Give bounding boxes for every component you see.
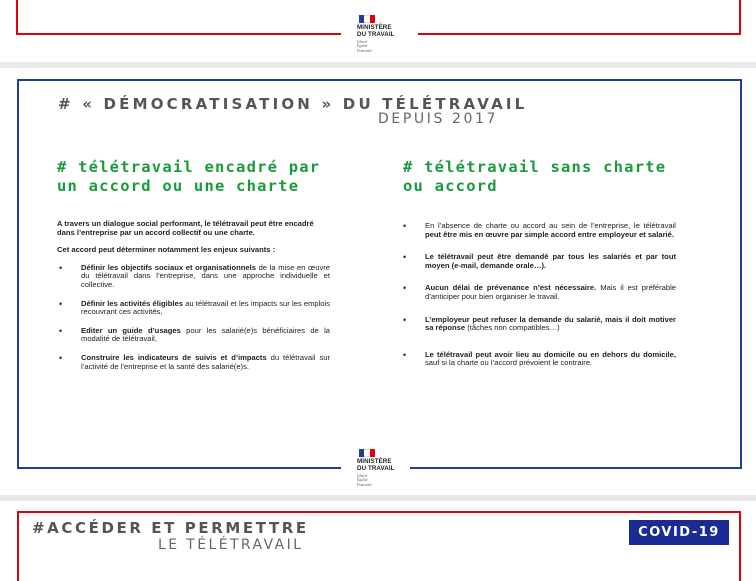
item-bold: Aucun délai de prévenance n’est nécessaire. (425, 283, 597, 293)
item-text: sauf si la charte ou l’accord prévoient le contraire. (425, 358, 593, 368)
list-item (57, 300, 330, 317)
left-intro: A travers un dialogue social performant, le télétravail peut être encadré dans l’entreprise par un accord collectif ou une charte. (57, 219, 314, 237)
item-text: Mais il est préférable d’anticiper pour bien organiser le travail. (425, 283, 677, 301)
slide-subtitle: DEPUIS 2017 (378, 111, 499, 127)
logo-line2: DU TRAVAIL (357, 464, 395, 472)
right-bullet-list (401, 222, 676, 368)
list-item (401, 253, 676, 270)
french-flag-icon (359, 449, 375, 457)
right-heading-line2: ou accord (403, 177, 498, 195)
frame-top (17, 511, 741, 513)
item-text: (tâches non compatibles…) (465, 323, 560, 333)
left-column-text (57, 220, 330, 381)
item-bold: peut être mis en œuvre par simple accord entre employeur et salarié. (425, 229, 674, 239)
item-pre: En l’absence de charte ou accord au sein de l’entreprise, le télétravail (425, 221, 676, 230)
french-flag-icon (359, 15, 375, 23)
left-column-heading (57, 158, 357, 196)
item-text: au télétravail et les impacts sur les emplois recouvrant ces activités, (81, 298, 331, 317)
item-bold: Construire les indicateurs de suivis et d’impacts (81, 352, 267, 362)
frame-left-edge (16, 0, 18, 35)
list-item (57, 327, 330, 344)
logo-line1: MINISTÈRE (357, 24, 392, 31)
logo-motto: Fraternité (357, 48, 372, 53)
ministere-logo (357, 449, 417, 487)
list-item (401, 284, 676, 301)
list-item (401, 316, 676, 333)
frame-bottom-right (410, 467, 742, 469)
list-item (401, 222, 676, 239)
list-item (57, 354, 330, 371)
slide-title: # « DÉMOCRATISATION » DU TÉLÉTRAVAIL (58, 95, 528, 113)
frame-bottom-right (418, 33, 741, 35)
frame-top (17, 79, 742, 81)
frame-right-edge (739, 0, 741, 35)
ministere-logo (357, 15, 417, 53)
left-heading-line1: # télétravail encadré par (57, 158, 321, 176)
frame-left (17, 511, 19, 581)
covid-badge: COVID-19 (629, 520, 729, 545)
next-slide-subtitle: LE TÉLÉTRAVAIL (158, 537, 304, 553)
frame-bottom-left (16, 33, 341, 35)
left-bullet-list (57, 264, 330, 371)
item-bold: Définir les activités éligibles (81, 298, 183, 308)
frame-left (17, 79, 19, 469)
next-slide-title: #ACCÉDER ET PERMETTRE (32, 519, 309, 537)
right-heading-line1: # télétravail sans charte (403, 158, 667, 176)
item-text: de la mise en œuvre du télétravail dans l’entreprise, dans une approche individuelle et collective. (81, 262, 330, 289)
left-heading-line2: un accord ou une charte (57, 177, 300, 195)
item-bold: L’employeur peut refuser la demande du salarié, mais il doit motiver sa réponse (425, 314, 676, 333)
logo-motto: Liberté (357, 40, 368, 45)
item-bold: Le télétravail peut avoir lieu au domicile ou en dehors du domicile, (425, 349, 676, 359)
main-slide (0, 68, 756, 495)
item-bold: Editer un guide d’usages (81, 325, 181, 335)
item-bold: Définir les objectifs sociaux et organisationnels (81, 262, 256, 272)
frame-right (739, 511, 741, 581)
previous-slide (0, 0, 756, 62)
logo-motto: Égalité (357, 44, 368, 49)
left-intro2: Cet accord peut déterminer notamment les enjeux suivants : (57, 245, 276, 255)
logo-line1: MINISTÈRE (357, 458, 392, 465)
logo-motto: Liberté (357, 474, 368, 479)
next-slide (0, 501, 756, 581)
item-text: du télétravail sur l’activité de l’entreprise et la santé des salarié(e)s. (81, 352, 330, 371)
right-column-text (401, 222, 676, 378)
item-text: pour les salarié(e)s bénéficiaires de la modalité de télétravail, (81, 325, 330, 344)
logo-motto: Égalité (357, 478, 368, 483)
frame-bottom-left (17, 467, 341, 469)
frame-right (740, 79, 742, 469)
logo-motto: Fraternité (357, 482, 372, 487)
list-item (57, 264, 330, 290)
list-item (401, 351, 676, 368)
item-bold: Le télétravail peut être demandé par tous les salariés et par tout moyen (e-mail, demande orale…). (425, 252, 676, 270)
right-column-heading (403, 158, 703, 196)
logo-line2: DU TRAVAIL (357, 30, 395, 38)
